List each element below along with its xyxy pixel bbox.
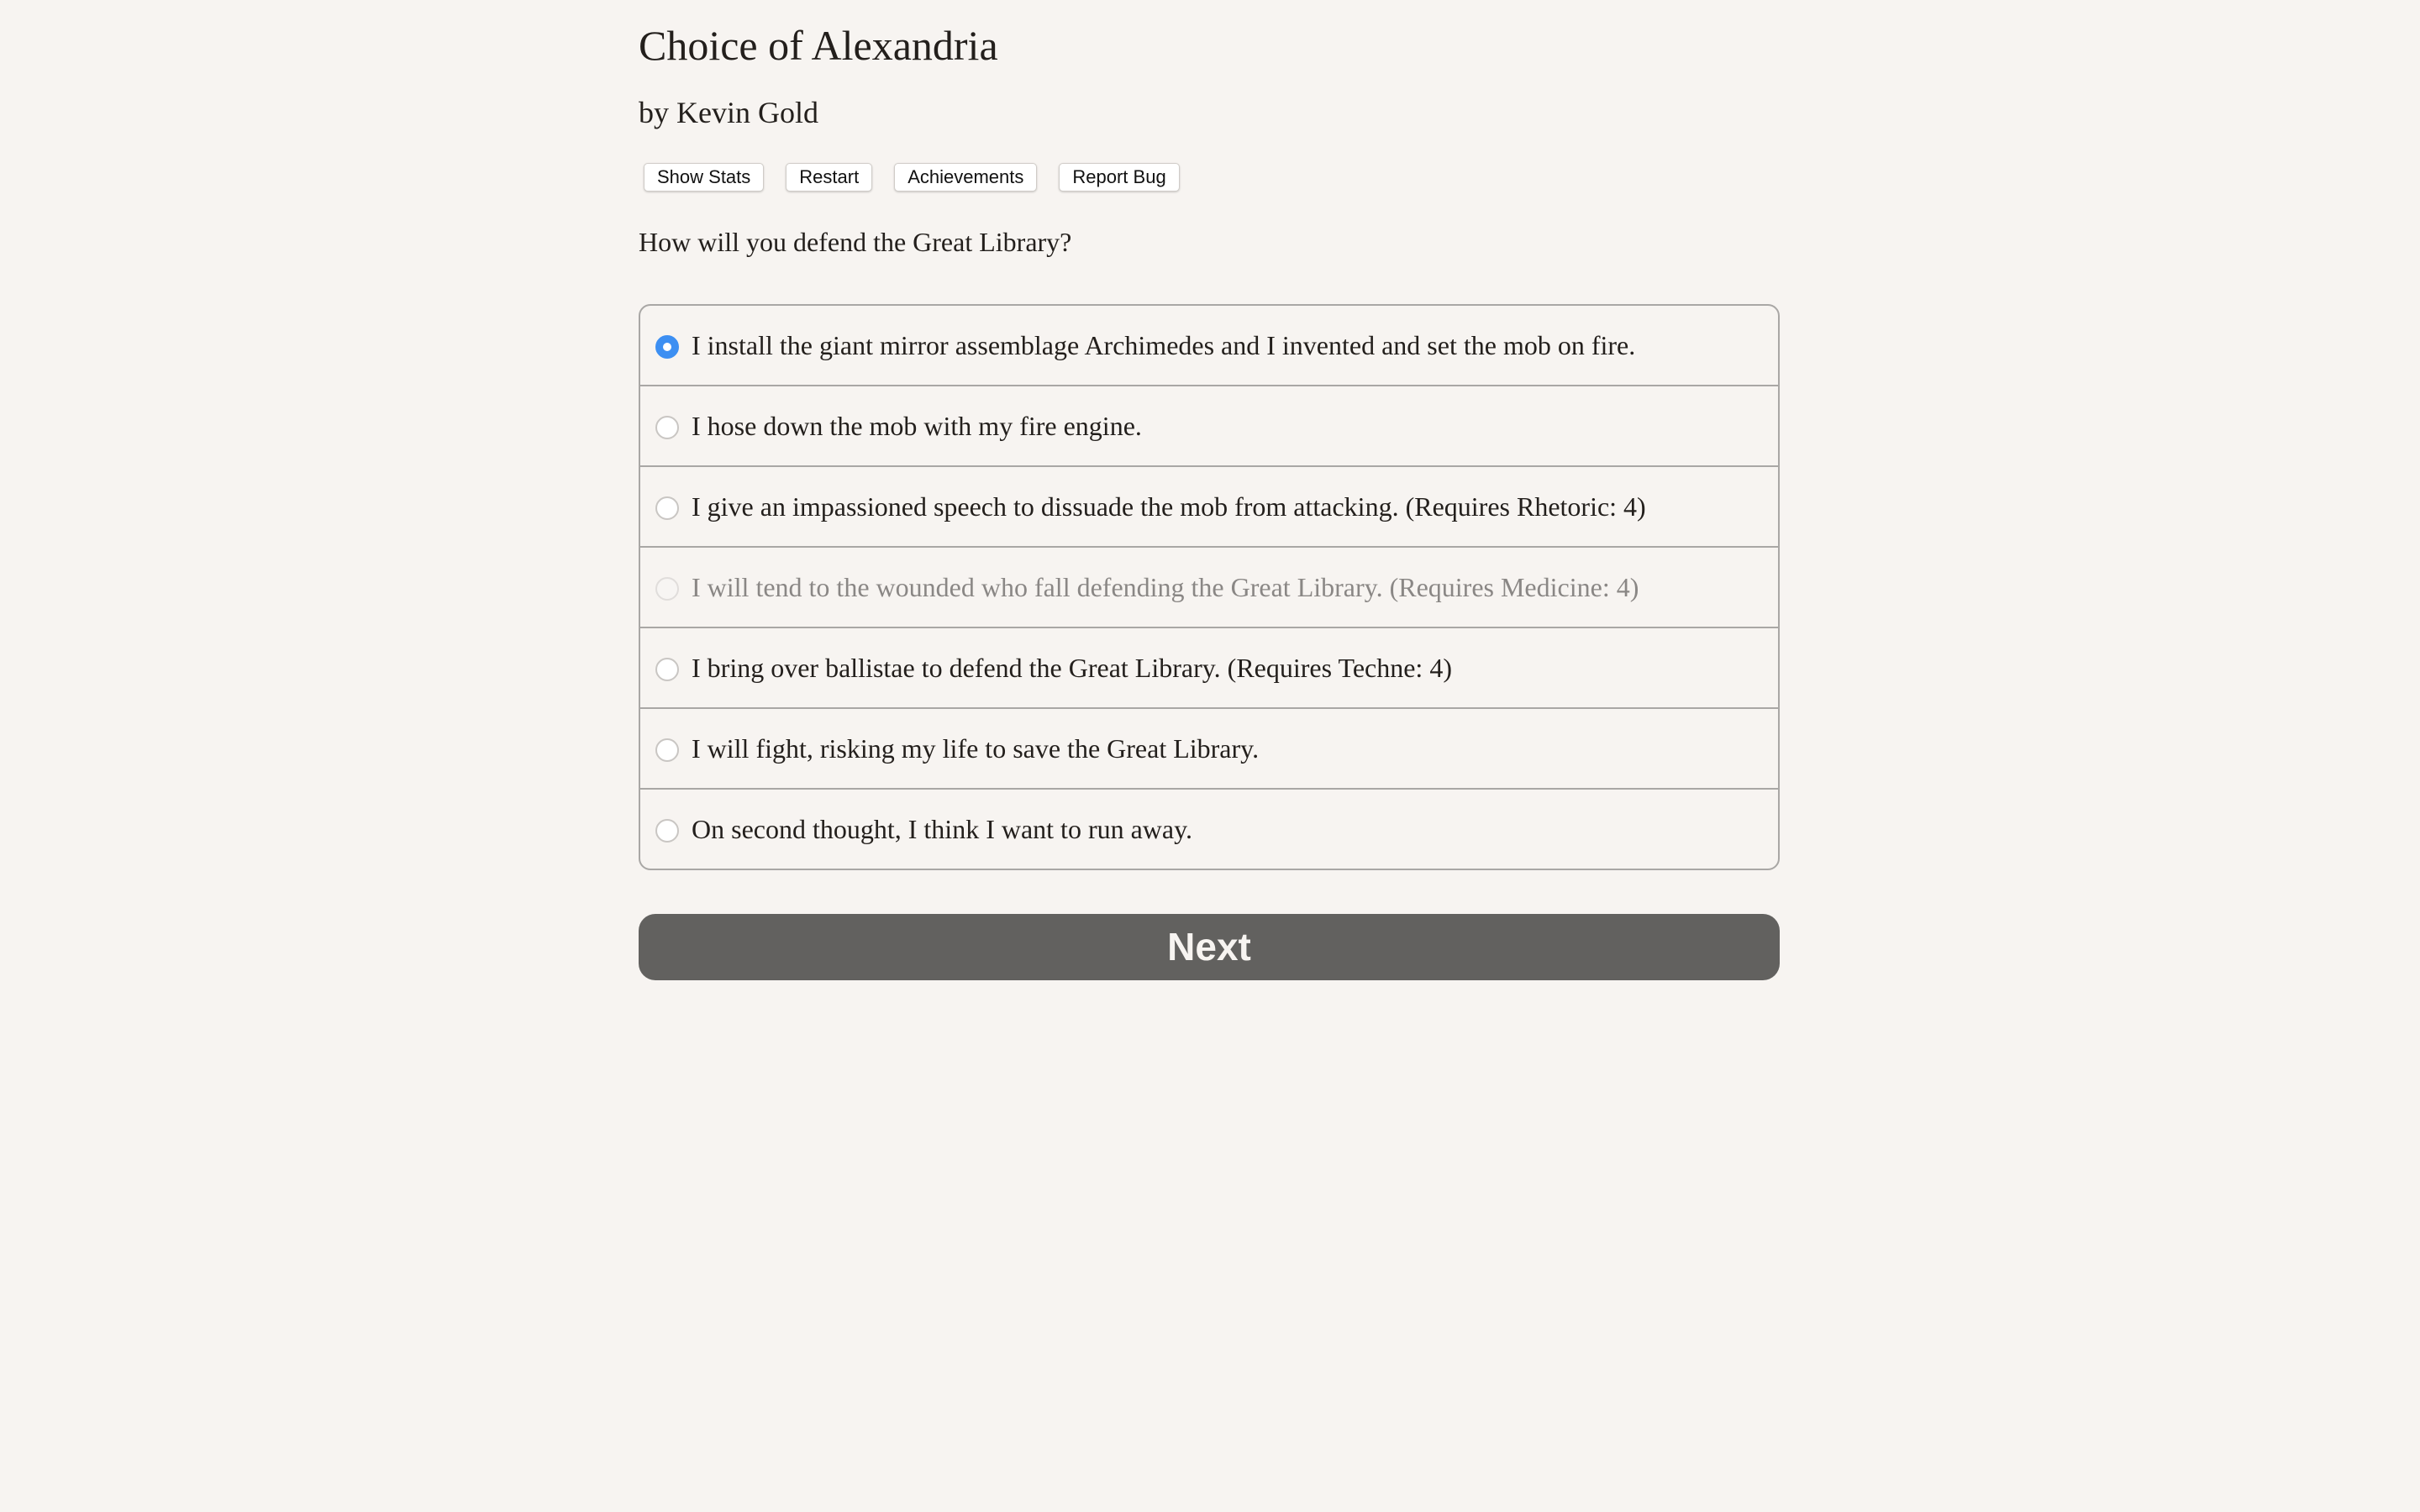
choice-label: I will fight, risking my life to save the Great Library. bbox=[692, 732, 1260, 764]
restart-button[interactable]: Restart bbox=[786, 163, 872, 192]
game-title: Choice of Alexandria bbox=[639, 22, 998, 69]
choice-label: I bring over ballistae to defend the Great Library. (Requires Techne: 4) bbox=[692, 652, 1452, 683]
radio-icon[interactable] bbox=[655, 819, 679, 843]
choice-list bbox=[639, 304, 1780, 870]
choice-option-disabled bbox=[640, 546, 1778, 627]
show-stats-button[interactable]: Show Stats bbox=[644, 163, 764, 192]
radio-icon[interactable] bbox=[655, 738, 679, 762]
choice-option[interactable] bbox=[640, 306, 1778, 385]
radio-disabled-icon bbox=[655, 577, 679, 601]
radio-icon[interactable] bbox=[655, 658, 679, 681]
achievements-button[interactable]: Achievements bbox=[894, 163, 1037, 192]
radio-selected-icon[interactable] bbox=[655, 335, 679, 359]
choice-label: I will tend to the wounded who fall defending the Great Library. (Requires Medicine: 4) bbox=[692, 571, 1639, 602]
report-bug-button[interactable]: Report Bug bbox=[1059, 163, 1179, 192]
radio-icon[interactable] bbox=[655, 416, 679, 439]
choice-option[interactable] bbox=[640, 385, 1778, 465]
choice-label: On second thought, I think I want to run away. bbox=[692, 813, 1193, 844]
choice-option[interactable] bbox=[640, 788, 1778, 869]
choice-option[interactable] bbox=[640, 465, 1778, 546]
question-text: How will you defend the Great Library? bbox=[639, 227, 1072, 257]
choice-option[interactable] bbox=[640, 627, 1778, 707]
toolbar bbox=[644, 163, 1180, 192]
choice-label: I install the giant mirror assemblage Archimedes and I invented and set the mob on fire. bbox=[692, 329, 1636, 360]
choice-label: I hose down the mob with my fire engine. bbox=[692, 410, 1142, 441]
radio-icon[interactable] bbox=[655, 496, 679, 520]
author-byline: by Kevin Gold bbox=[639, 96, 818, 129]
choice-option[interactable] bbox=[640, 707, 1778, 788]
next-button[interactable]: Next bbox=[639, 914, 1780, 980]
choice-label: I give an impassioned speech to dissuade the mob from attacking. (Requires Rhetoric: 4) bbox=[692, 491, 1646, 522]
